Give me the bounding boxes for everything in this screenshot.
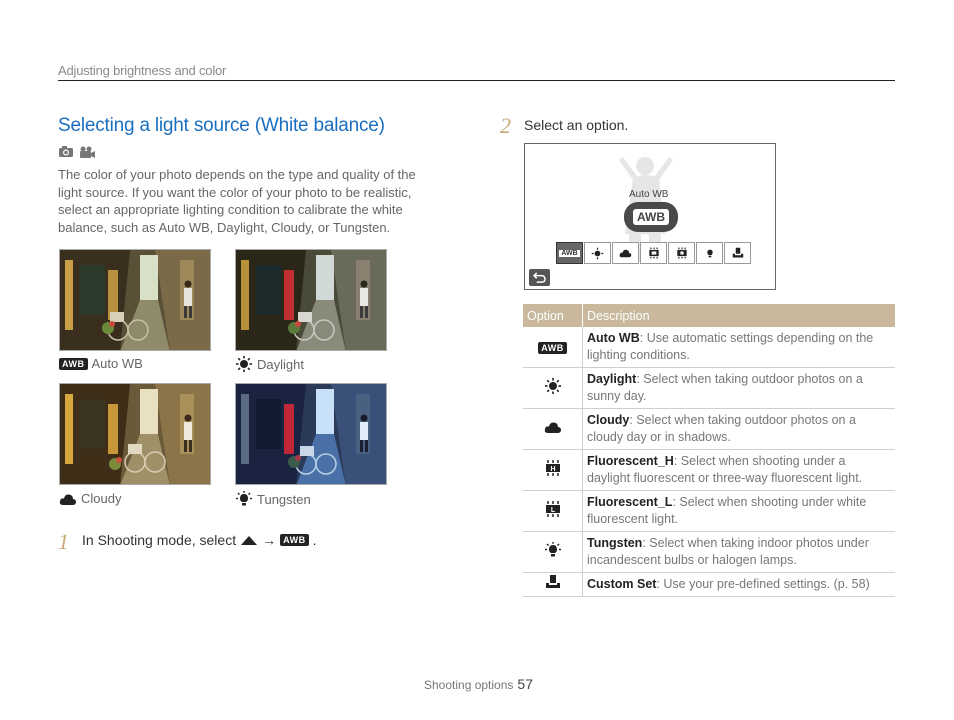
sun-icon <box>235 356 253 372</box>
fluorescent-h-icon <box>543 460 563 476</box>
description-cell <box>583 532 896 573</box>
sun-icon <box>591 247 604 260</box>
photo-daylight <box>235 249 387 351</box>
awb-icon: AWB <box>538 342 567 354</box>
step-1-text <box>82 532 317 548</box>
option-name: Tungsten <box>587 536 643 550</box>
description-cell <box>583 327 896 368</box>
table-header-row <box>523 304 895 327</box>
option-icon-cell <box>523 327 583 368</box>
caption-daylight <box>235 356 304 372</box>
tungsten-icon <box>544 542 562 558</box>
photo-cloudy <box>59 383 211 485</box>
option-name: Cloudy <box>587 413 630 427</box>
caption-auto-wb <box>59 356 143 371</box>
lcd-wb-options <box>556 242 751 264</box>
option-desc: : Select when taking outdoor photos on a sunny day. <box>587 372 863 403</box>
lcd-option-tungsten[interactable] <box>696 242 723 264</box>
option-name: Custom Set <box>587 577 657 591</box>
fluorescent-h-letter: H <box>549 465 556 473</box>
back-icon <box>533 272 546 283</box>
option-icon-cell <box>523 450 583 491</box>
caption-cloudy-text: Cloudy <box>81 491 122 506</box>
fluorescent-l-icon <box>675 247 689 259</box>
table-row <box>523 327 895 368</box>
lcd-option-awb-text: AWB <box>561 249 578 257</box>
lcd-back-button[interactable] <box>529 269 550 286</box>
camera-lcd <box>524 143 776 290</box>
lcd-awb-big-text: AWB <box>633 209 669 225</box>
step-1-number: 1 <box>58 529 69 554</box>
page-title: Selecting a light source (White balance) <box>58 115 385 136</box>
table-row <box>523 368 895 409</box>
table-row <box>523 409 895 450</box>
cloud-icon <box>59 492 77 506</box>
mode-up-icon <box>240 534 258 546</box>
tungsten-icon <box>235 491 253 507</box>
option-icon-cell <box>523 491 583 532</box>
option-name: Auto WB <box>587 331 640 345</box>
table-row <box>523 532 895 573</box>
lcd-option-awb[interactable] <box>556 242 583 264</box>
cloud-icon <box>619 248 632 258</box>
option-icon-cell <box>523 368 583 409</box>
options-table-wrap <box>523 304 895 597</box>
lcd-awb-selected-icon <box>624 202 678 232</box>
col-description: Description <box>583 304 896 327</box>
option-name: Fluorescent_H <box>587 454 674 468</box>
section-header: Adjusting brightness and color <box>58 63 227 78</box>
caption-cloudy <box>59 491 121 506</box>
caption-tungsten <box>235 491 311 507</box>
movie-icon <box>80 147 95 159</box>
caption-daylight-text: Daylight <box>257 356 304 372</box>
intro-paragraph: The color of your photo depends on the type and quality of the light source. If you want the color of your photo to be realistic, select an appropriate lighting condition to calibrate the white balance, such as Auto WB, Daylight, Cloudy, or Tungsten. <box>58 167 416 235</box>
caption-tungsten-text: Tungsten <box>257 491 311 507</box>
option-icon-cell <box>523 532 583 573</box>
table-row <box>523 573 895 597</box>
cloud-icon <box>544 420 562 434</box>
option-icon-cell <box>523 409 583 450</box>
option-desc: : Use automatic settings depending on the lighting conditions. <box>587 331 874 362</box>
option-desc: : Select when shooting under a daylight fluorescent or three-way fluorescent light. <box>587 454 863 485</box>
awb-icon: AWB <box>59 358 88 370</box>
fluorescent-l-icon <box>543 501 563 517</box>
table-row <box>523 450 895 491</box>
tungsten-icon <box>704 247 716 259</box>
lcd-option-cloudy[interactable] <box>612 242 639 264</box>
photo-auto-wb <box>59 249 211 351</box>
description-cell <box>583 368 896 409</box>
mode-icons <box>58 145 98 164</box>
fluorescent-h-icon <box>647 247 661 259</box>
step-1-arrow: → <box>262 532 277 548</box>
lcd-option-custom-set[interactable] <box>724 242 751 264</box>
col-option: Option <box>523 304 583 327</box>
description-cell <box>583 573 896 597</box>
option-desc: : Use your pre-defined settings. (p. 58) <box>656 577 870 591</box>
option-desc: : Select when shooting under white fluorescent light. <box>587 495 867 526</box>
options-table <box>523 304 895 597</box>
photo-tungsten <box>235 383 387 485</box>
page-number: 57 <box>517 676 533 692</box>
option-name: Daylight <box>587 372 637 386</box>
fluorescent-l-letter: L <box>550 506 555 514</box>
awb-icon: AWB <box>280 534 309 546</box>
lcd-option-daylight[interactable] <box>584 242 611 264</box>
custom-set-icon <box>732 247 744 259</box>
caption-auto-wb-text: Auto WB <box>91 356 143 371</box>
lcd-option-fluorescent-l[interactable] <box>668 242 695 264</box>
description-cell <box>583 491 896 532</box>
description-cell <box>583 450 896 491</box>
footer-label: Shooting options <box>424 678 514 692</box>
step-2-number: 2 <box>500 113 511 138</box>
lcd-auto-wb-label: Auto WB <box>629 189 669 200</box>
description-cell <box>583 409 896 450</box>
option-name: Fluorescent_L <box>587 495 673 509</box>
sun-icon <box>544 378 562 394</box>
option-desc: : Select when taking indoor photos under incandescent bulbs or halogen lamps. <box>587 536 869 567</box>
camera-icon <box>59 146 73 157</box>
page-footer <box>424 676 533 692</box>
option-icon-cell <box>523 573 583 597</box>
step-1-end: . <box>312 532 317 548</box>
step-1-label: In Shooting mode, select <box>82 532 237 548</box>
custom-set-icon <box>545 574 561 590</box>
step-2-text: Select an option. <box>524 117 629 133</box>
table-row <box>523 491 895 532</box>
lcd-option-fluorescent-h[interactable] <box>640 242 667 264</box>
header-rule <box>58 80 895 81</box>
option-desc: : Select when taking outdoor photos on a cloudy day or in shadows. <box>587 413 856 444</box>
